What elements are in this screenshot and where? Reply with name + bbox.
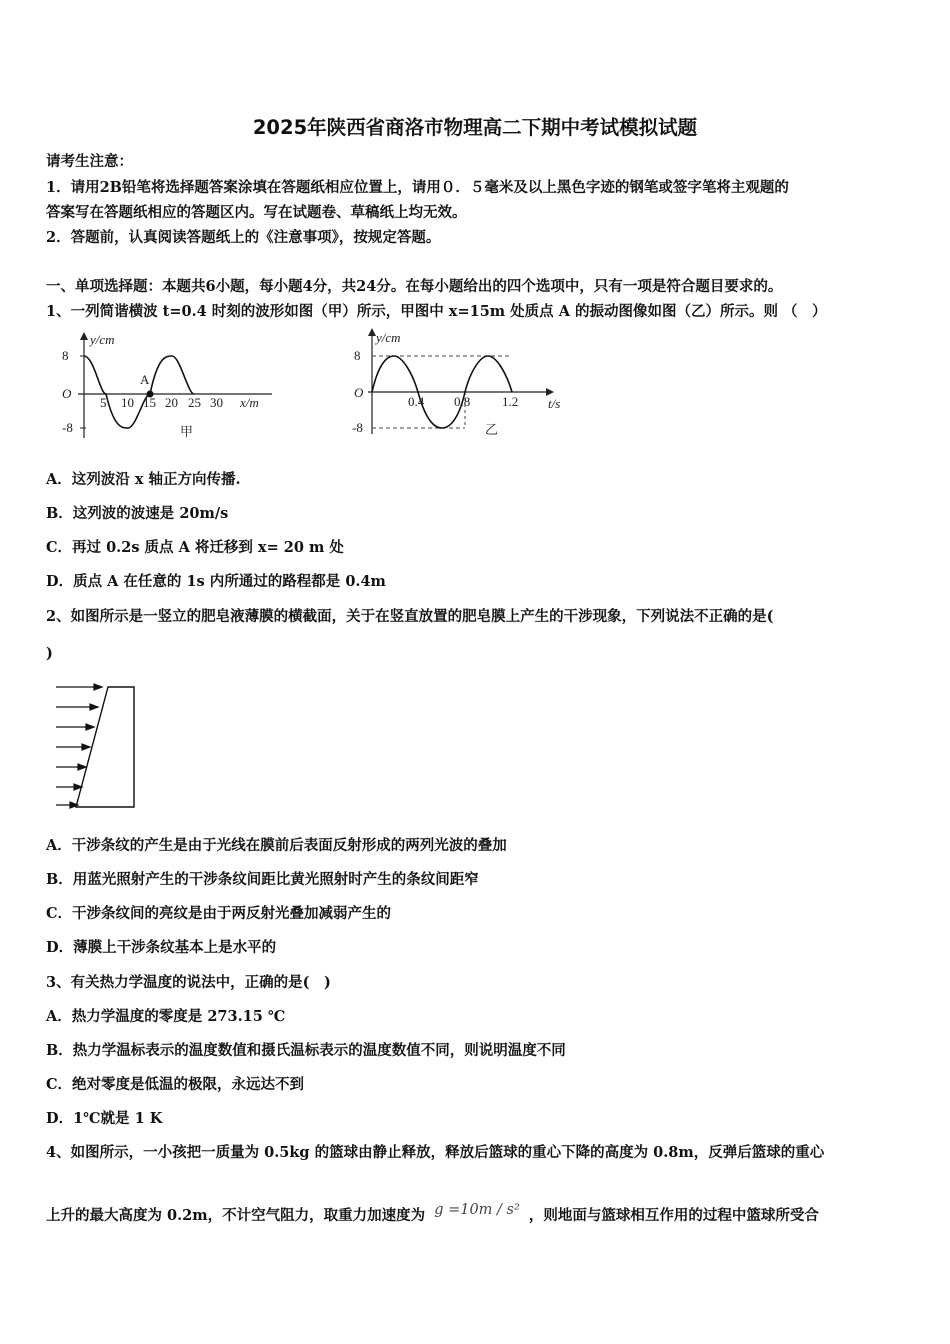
- q4-line-2-a: 上升的最大高度为 0.2m，不计空气阻力，取重力加速度为: [46, 1207, 426, 1224]
- option-text: 薄膜上干涉条纹基本上是水平的: [73, 939, 277, 956]
- y-axis-arrow-icon: [80, 332, 88, 340]
- graph-a-xtick-5: 5: [100, 395, 107, 410]
- graph-a-xtick-25: 25: [188, 395, 201, 410]
- q3-option-d: [46, 1109, 162, 1129]
- q1-option-c: [46, 538, 344, 558]
- graph-b-ymax: 8: [354, 348, 361, 363]
- option-text: 这列波的波速是 20m/s: [72, 505, 229, 522]
- arrow-icon: [82, 744, 90, 750]
- option-text: 质点 A 在任意的 1s 内所通过的路程都是 0.4m: [73, 573, 386, 590]
- graph-a-ymax: 8: [62, 348, 69, 363]
- notice-item-3: 2．答题前，认真阅读答题纸上的《注意事项》，按规定答题。: [46, 229, 441, 246]
- notice-item-1: 1．请用2B铅笔将选择题答案涂填在答题纸相应位置上，请用０．５毫米及以上黑色字迹的钢笔或签字笔将主观题的: [46, 179, 789, 196]
- graph-a-ylabel: y/cm: [90, 332, 115, 347]
- wave-graph-jia: [60, 328, 290, 443]
- option-letter: D．: [46, 573, 74, 590]
- graph-a-xtick-20: 20: [165, 395, 178, 410]
- graph-a-caption: 甲: [180, 424, 194, 439]
- graph-a-xtick-30: 30: [210, 395, 223, 410]
- option-letter: D．: [46, 1110, 74, 1127]
- graph-b-origin: O: [354, 385, 364, 400]
- graph-a-ymin: -8: [62, 420, 73, 435]
- q2-option-d: [46, 938, 276, 958]
- q4-line-2: [46, 1202, 819, 1226]
- graph-a-xtick-10: 10: [121, 395, 134, 410]
- graph-b-xtick-08: 0.8: [454, 394, 471, 409]
- graph-a-xtick-15: 15: [143, 395, 156, 410]
- q1-option-b: [46, 504, 228, 524]
- graph-b-xtick-04: 0.4: [408, 394, 425, 409]
- option-text: 1℃就是 1 K: [73, 1110, 163, 1127]
- q2-option-b: [46, 870, 479, 890]
- option-letter: A．: [46, 471, 72, 488]
- option-text: 热力学温度的零度是 273.15 ℃: [71, 1008, 286, 1025]
- option-letter: A．: [46, 837, 72, 854]
- option-letter: B．: [46, 505, 73, 522]
- x-axis-arrow-icon: [546, 388, 554, 396]
- graph-a-point-label: A: [140, 372, 150, 387]
- option-letter: C．: [46, 539, 73, 556]
- option-letter: C．: [46, 905, 73, 922]
- q3-option-c: [46, 1075, 304, 1095]
- q2-stem: 2、如图所示是一竖立的肥皂液薄膜的横截面，关于在竖直放置的肥皂膜上产生的干涉现象，下列说法不正确的是(: [46, 608, 774, 625]
- option-text: 热力学温标表示的温度数值和摄氏温标表示的温度数值不同，则说明温度不同: [72, 1042, 566, 1059]
- vibration-graph-yi: [350, 324, 580, 442]
- q2-option-a: [46, 836, 507, 856]
- q2-option-c: [46, 904, 391, 924]
- q1-option-a: [46, 470, 241, 490]
- graph-b-xlabel: t/s: [548, 396, 561, 411]
- q2-stem-end: ): [46, 645, 53, 662]
- section-header: 一、单项选择题：本题共6小题，每小题4分，共24分。在每小题给出的四个选项中，只有一项是符合题目要求的。: [46, 278, 783, 295]
- arrow-icon: [94, 684, 102, 690]
- arrow-icon: [90, 704, 98, 710]
- graph-b-caption: 乙: [485, 422, 499, 437]
- option-text: 再过 0.2s 质点 A 将迁移到 x= 20 m 处: [72, 539, 344, 556]
- option-text: 用蓝光照射产生的干涉条纹间距比黄光照射时产生的条纹间距窄: [72, 871, 479, 888]
- option-text: 干涉条纹的产生是由于光线在膜前后表面反射形成的两列光波的叠加: [71, 837, 507, 854]
- option-letter: A．: [46, 1008, 72, 1025]
- q1-option-d: [46, 572, 386, 592]
- option-letter: C．: [46, 1076, 73, 1093]
- q3-stem: 3、有关热力学温度的说法中，正确的是( ): [46, 974, 331, 991]
- option-text: 绝对零度是低温的极限，永远达不到: [72, 1076, 305, 1093]
- q4-line-1: 4、如图所示，一小孩把一质量为 0.5kg 的篮球由静止释放，释放后篮球的重心下降的高度为 0.8m，反弹后篮球的重心: [46, 1144, 825, 1161]
- option-letter: D．: [46, 939, 74, 956]
- q4-line-2-b: ，则地面与篮球相互作用的过程中篮球所受合: [528, 1207, 819, 1224]
- graph-b-ylabel: y/cm: [376, 330, 401, 345]
- q3-option-a: [46, 1007, 285, 1027]
- q3-option-b: [46, 1041, 566, 1061]
- page-title: 2025年陕西省商洛市物理高二下期中考试模拟试题: [252, 116, 698, 139]
- graph-a-origin: O: [62, 386, 72, 401]
- graph-b-ymin: -8: [352, 420, 363, 435]
- soap-film-diagram: [52, 680, 144, 812]
- arrow-icon: [86, 724, 94, 730]
- graph-b-xtick-12: 1.2: [502, 394, 519, 409]
- option-text: 干涉条纹间的亮纹是由于两反射光叠加减弱产生的: [72, 905, 392, 922]
- arrow-icon: [78, 764, 86, 770]
- q1-stem: 1、一列简谐横波 t=0.4 时刻的波形如图（甲）所示，甲图中 x=15m 处质点 A 的振动图像如图（乙）所示。则 （ ）: [46, 303, 827, 320]
- graph-a-xlabel: x/m: [240, 395, 259, 410]
- option-text: 这列波沿 x 轴正方向传播.: [71, 471, 241, 488]
- notice-item-2: 答案写在答题纸相应的答题区内。写在试题卷、草稿纸上均无效。: [46, 204, 467, 221]
- option-letter: B．: [46, 1042, 73, 1059]
- option-letter: B．: [46, 871, 73, 888]
- q4-formula: g =10m / s²: [434, 1202, 520, 1218]
- y-axis-arrow-icon: [368, 328, 376, 336]
- notice-heading: 请考生注意：: [46, 153, 133, 170]
- wave-curve: [84, 356, 194, 428]
